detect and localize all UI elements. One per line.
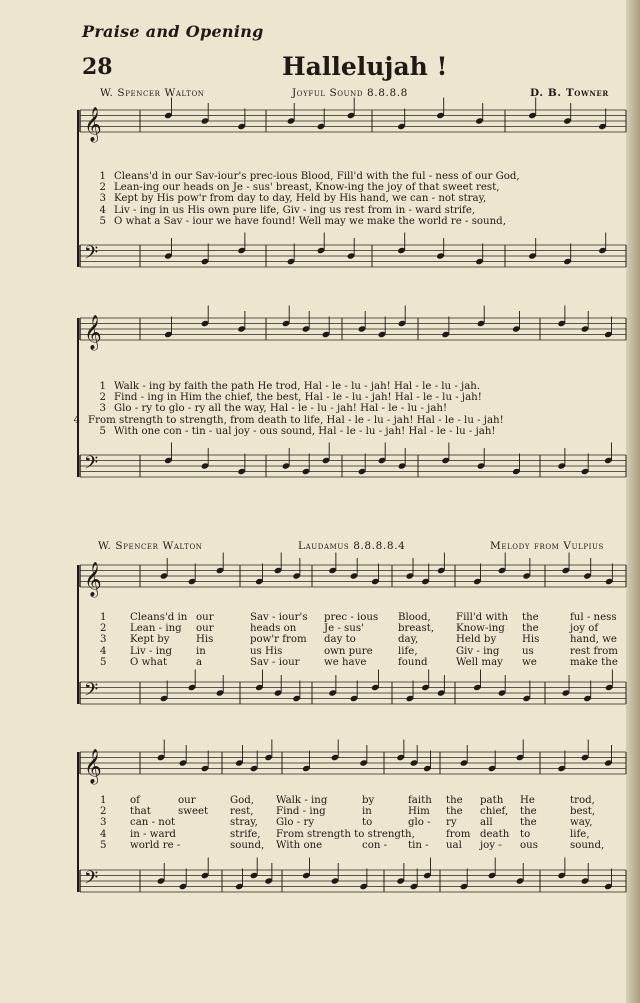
verse-line: 4 From strength to strength, from death to life, Hal - le - lu - jah! Hal - le - lu - jah! xyxy=(73,414,504,426)
verse-line xyxy=(100,817,620,828)
lyric-syllable: ual xyxy=(446,839,462,851)
lyric-syllable: best, xyxy=(570,806,596,818)
verse-line: 3 Kept by His pow'r from day to day, Held by His hand, we can - not stray, xyxy=(99,193,487,205)
tune2-composer: Melody from Vulpius xyxy=(490,540,604,552)
lyric-syllable: Walk - ing xyxy=(276,795,328,806)
lyric-syllable: con - xyxy=(362,839,388,851)
verse-line xyxy=(100,795,620,806)
lyric-syllable: God, xyxy=(230,795,255,806)
lyric-syllable: our xyxy=(196,612,214,623)
lyric-syllable: Well may xyxy=(456,656,503,668)
lyric-syllable: prec - ious xyxy=(324,612,379,623)
lyric-syllable: the xyxy=(520,806,537,818)
tune1-composer: D. B. Towner xyxy=(530,87,609,99)
lyric-syllable: by xyxy=(362,795,375,806)
lyric-syllable: Glo - ry xyxy=(276,817,315,829)
lyric-syllable: Sav - iour's xyxy=(250,612,308,623)
lyric-syllable: His xyxy=(522,634,540,646)
verse-line: 1 Walk - ing by faith the path He trod, Hal - le - lu - jah! Hal - le - lu - jah. xyxy=(99,381,481,392)
lyric-syllable: that xyxy=(130,806,151,818)
lyric-syllable: Know-ing xyxy=(456,623,505,635)
verse-number: 5 xyxy=(100,839,107,851)
lyric-syllable: to xyxy=(362,817,373,829)
lyric-syllable: path xyxy=(480,795,504,806)
lyric-syllable: death xyxy=(480,828,510,840)
lyric-syllable: way, xyxy=(570,817,593,829)
lyric-syllable: the xyxy=(446,806,463,818)
verse-line: 5 With one con - tin - ual joy - ous sound, Hal - le - lu - jah! Hal - le - lu - jah! xyxy=(99,425,496,437)
lyric-syllable: sound, xyxy=(230,839,265,851)
verse-line xyxy=(100,612,620,623)
lyric-syllable: Find - ing xyxy=(276,806,326,818)
verse-line: 4 Liv - ing in us His own pure life, Giv - ing us rest from in - ward strife, xyxy=(99,204,476,216)
lyric-syllable: our xyxy=(178,795,196,806)
lyric-syllable: we xyxy=(522,656,537,668)
verse-line: 5 O what a Sav - iour we have found! Well may we make the world re - sound, xyxy=(99,215,506,227)
lyric-syllable: to xyxy=(520,828,531,840)
lyric-syllable: heads on xyxy=(250,623,297,635)
hymn-title: Hallelujah ! xyxy=(282,52,448,81)
verse-number: 3 xyxy=(100,634,107,646)
lyric-syllable: Blood, xyxy=(398,612,431,623)
lyric-syllable: He xyxy=(520,795,535,806)
lyric-syllable: strife, xyxy=(230,828,261,840)
lyric-syllable: world re - xyxy=(130,839,181,851)
tune2-lyrics-b xyxy=(100,795,620,851)
tune2-lyrics-a xyxy=(100,612,620,668)
bass-clef-icon: 𝄢 xyxy=(84,243,99,268)
lyric-syllable: of xyxy=(130,795,140,806)
lyric-syllable: chief, xyxy=(480,806,509,818)
verse-line xyxy=(100,829,620,840)
lyric-syllable: we have xyxy=(324,656,367,668)
lyric-syllable: all xyxy=(480,817,493,829)
lyric-syllable: Him xyxy=(408,806,430,818)
verse-number: 1 xyxy=(100,612,107,623)
lyric-syllable: from xyxy=(446,828,471,840)
tune2-tune-name: Laudamus 8.8.8.8.4 xyxy=(298,540,406,552)
lyric-syllable: pow'r from xyxy=(250,634,307,646)
bass-clef-icon: 𝄢 xyxy=(84,680,99,705)
lyric-syllable: joy - xyxy=(480,839,502,851)
tune1-tune-name: Joyful Sound 8.8.8.8 xyxy=(292,87,408,99)
lyric-syllable: rest, xyxy=(230,806,254,818)
verse-number: 5 xyxy=(100,656,107,668)
lyric-syllable: glo - xyxy=(408,817,431,829)
lyric-syllable: found xyxy=(398,656,428,668)
lyric-syllable: sweet xyxy=(178,806,209,818)
lyric-syllable: the xyxy=(522,623,539,635)
lyric-syllable: joy of xyxy=(570,623,599,635)
lyric-syllable: hand, we xyxy=(570,634,617,646)
lyric-syllable: day, xyxy=(398,634,419,646)
lyric-syllable: Liv - ing xyxy=(130,645,173,657)
verse-number: 1 xyxy=(100,795,107,806)
lyric-syllable: in - ward xyxy=(130,828,176,840)
lyric-syllable: Kept by xyxy=(130,634,170,646)
lyric-syllable: the xyxy=(446,795,463,806)
verse-number: 2 xyxy=(100,806,107,818)
treble-clef-icon: 𝄞 xyxy=(84,562,102,597)
verse-line xyxy=(100,657,620,668)
lyric-syllable: Sav - iour xyxy=(250,656,300,668)
tune1-author: W. Spencer Walton xyxy=(100,87,205,99)
verse-line: 2 Lean-ing our heads on Je - sus' breast, Know-ing the joy of that sweet rest, xyxy=(99,182,500,194)
lyric-syllable: in xyxy=(362,806,372,818)
tune1-lyrics-b xyxy=(73,381,504,437)
lyric-syllable: faith xyxy=(408,795,432,806)
lyric-syllable: our xyxy=(196,623,214,635)
lyric-syllable: can - not xyxy=(130,817,176,829)
lyric-syllable: a xyxy=(196,656,203,668)
verse-line xyxy=(100,840,620,851)
lyric-syllable: rest from xyxy=(570,645,618,657)
lyric-syllable: tin - xyxy=(408,839,429,851)
lyric-syllable: Je - sus' xyxy=(324,623,364,635)
lyric-syllable: day to xyxy=(324,634,356,646)
lyric-syllable: make the xyxy=(570,656,618,668)
lyric-syllable: trod, xyxy=(570,795,595,806)
lyric-syllable: the xyxy=(520,817,537,829)
lyric-syllable: sound, xyxy=(570,839,605,851)
lyric-syllable: us xyxy=(522,645,534,657)
verse-number: 3 xyxy=(100,817,107,829)
treble-clef-icon: 𝄞 xyxy=(84,749,102,784)
lyric-syllable: His xyxy=(196,634,214,646)
bass-clef-icon: 𝄢 xyxy=(84,453,99,478)
lyric-syllable: ry xyxy=(446,817,457,829)
tune2-author: W. Spencer Walton xyxy=(98,540,203,552)
lyric-syllable: O what xyxy=(130,656,168,668)
verse-line xyxy=(100,634,620,645)
lyric-syllable: breast, xyxy=(398,623,435,635)
lyric-syllable: life, xyxy=(570,828,590,840)
treble-clef-icon: 𝄞 xyxy=(84,315,102,350)
lyric-syllable: stray, xyxy=(230,817,258,829)
lyric-syllable: own pure xyxy=(324,645,373,657)
lyric-syllable: Cleans'd in xyxy=(130,612,188,623)
hymn-number: 28 xyxy=(82,54,113,80)
lyric-syllable: Held by xyxy=(456,634,497,646)
section-title: Praise and Opening xyxy=(82,22,264,41)
verse-number: 2 xyxy=(100,623,107,635)
verse-line xyxy=(100,806,620,817)
verse-number: 4 xyxy=(100,828,107,840)
lyric-syllable: in xyxy=(196,645,206,657)
bass-clef-icon: 𝄢 xyxy=(84,868,99,893)
lyric-syllable: From strength to strength, xyxy=(276,828,415,840)
lyric-syllable: ous xyxy=(520,839,538,851)
verse-line xyxy=(100,623,620,634)
verse-line xyxy=(100,646,620,657)
lyric-syllable: Fill'd with xyxy=(456,612,509,623)
tune1-lyrics-a xyxy=(86,171,520,227)
lyric-syllable: life, xyxy=(398,645,418,657)
verse-line: 3 Glo - ry to glo - ry all the way, Hal - le - lu - jah! Hal - le - lu - jah! xyxy=(99,403,448,415)
lyric-syllable: Lean - ing xyxy=(130,623,182,635)
verse-line: 2 Find - ing in Him the chief, the best, Hal - le - lu - jah! Hal - le - lu - jah! xyxy=(99,392,482,404)
verse-number: 4 xyxy=(100,645,107,657)
verse-line: 1 Cleans'd in our Sav-iour's prec-ious Blood, Fill'd with the ful - ness of our God, xyxy=(99,171,520,182)
lyric-syllable: With one xyxy=(276,839,323,851)
treble-clef-icon: 𝄞 xyxy=(84,107,102,142)
lyric-syllable: the xyxy=(522,612,539,623)
lyric-syllable: Giv - ing xyxy=(456,645,500,657)
lyric-syllable: us His xyxy=(250,645,283,657)
lyric-syllable: ful - ness xyxy=(570,612,617,623)
